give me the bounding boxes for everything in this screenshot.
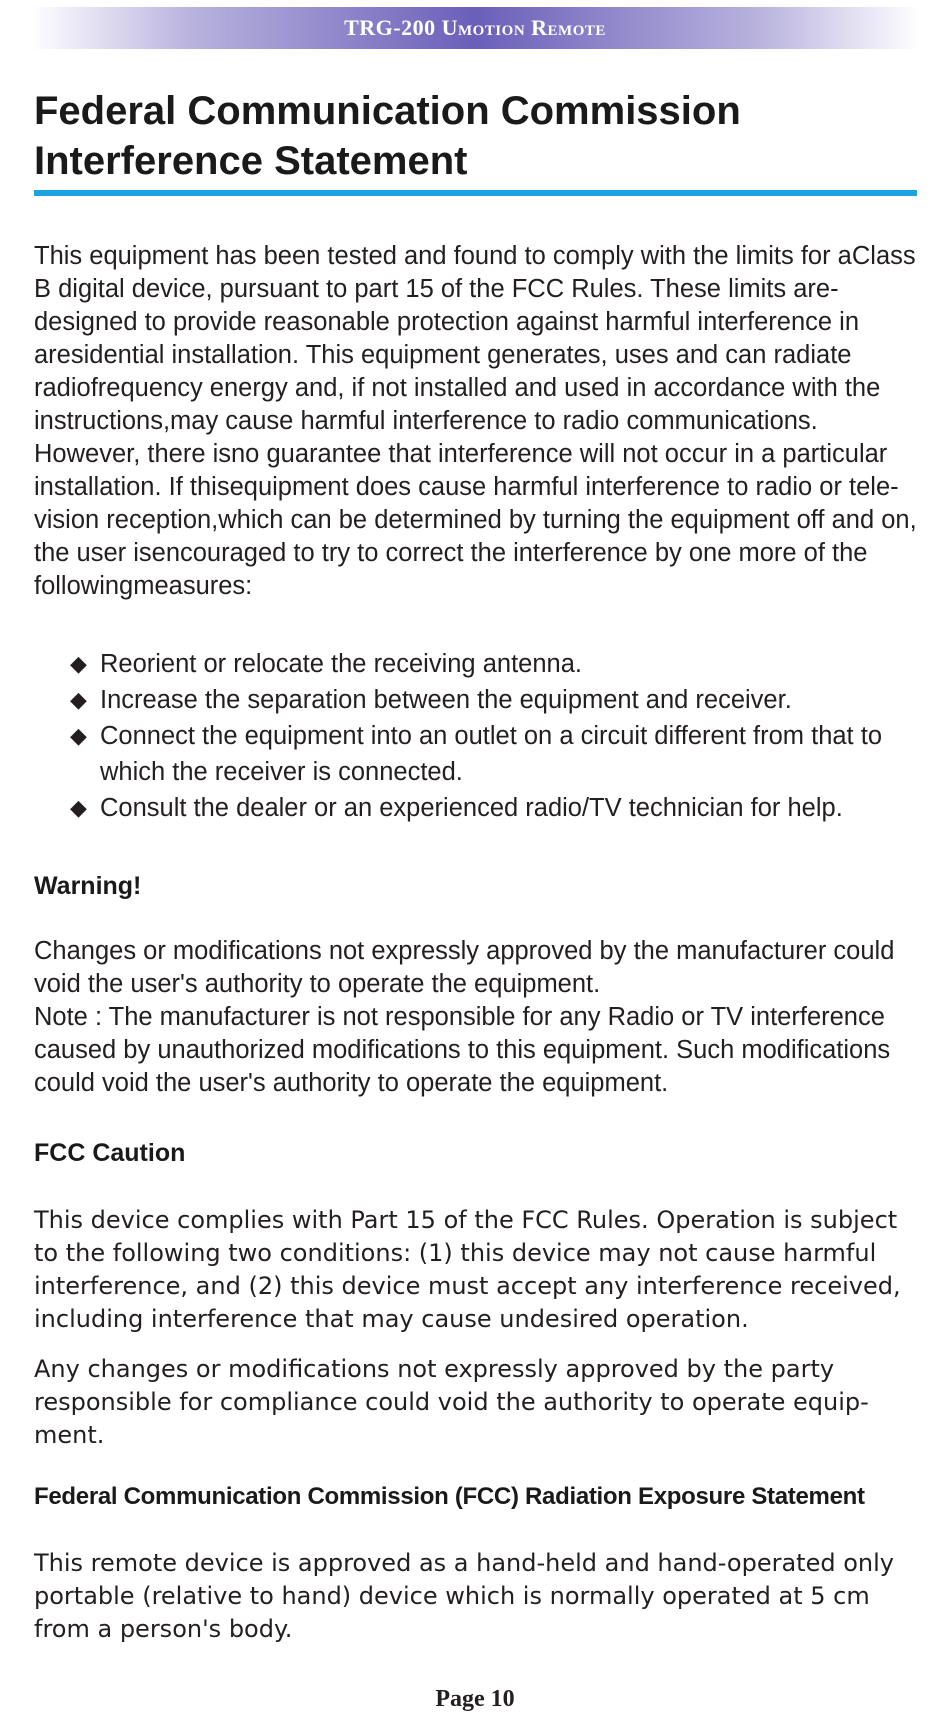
header-title: TRG-200 Umotion Remote	[344, 15, 606, 40]
list-item	[70, 682, 920, 718]
fcc-changes-paragraph: Any changes or modifications not expressly approved by the party responsible for compliance could void the authority to operate equip-ment.	[34, 1355, 869, 1449]
diamond-bullet-icon: ◆	[70, 651, 87, 676]
list-item	[70, 790, 920, 826]
diamond-bullet-icon: ◆	[70, 723, 87, 748]
header-banner	[30, 7, 920, 49]
warning-text	[34, 935, 920, 1100]
fcc-caution-heading: FCC Caution	[34, 1139, 186, 1167]
measure-text: Increase the separation between the equipment and receiver.	[100, 686, 792, 714]
page-title-line1: Federal Communication Commission	[34, 89, 741, 133]
intro-paragraph: This equipment has been tested and found to comply with the limits for aClass B digital device, pursuant to part 15 of the FCC Rules. These limits are-designed to provide reasonable protection against harmful interference in aresidential installation. This equipment generates, uses and can radiate radiofrequency energy and, if not installed and used in accordance with the instructions,may cause harmful interference to radio communications. However, there isno guarantee that interference will not occur in a particular installation. If thisequipment does cause harmful interference to radio or tele-vision reception,which can be determined by turning the equipment off and on, the user isencouraged to try to correct the interference by one more of the followingmeasures:	[34, 242, 917, 600]
diamond-bullet-icon: ◆	[70, 687, 87, 712]
measure-text: Connect the equipment into an outlet on a circuit different from that to which the receiver is connected.	[100, 722, 882, 786]
warning-heading: Warning!	[34, 872, 142, 900]
warning-paragraph: Changes or modifications not expressly approved by the manufacturer could void the user's authority to operate the equipment.	[34, 937, 895, 998]
warning-note: Note : The manufacturer is not responsible for any Radio or TV interference caused by unauthorized modifications to this equipment. Such modifications could void the user's authority to operate the equipment.	[34, 1003, 891, 1097]
list-item	[70, 718, 920, 790]
list-item	[70, 646, 920, 682]
diamond-bullet-icon: ◆	[70, 795, 87, 820]
fcc-caution-paragraph: This device complies with Part 15 of the FCC Rules. Operation is subject to the following two conditions: (1) this device may not cause harmful interference, and (2) this device must accept any interference received, including interference that may cause undesired operation.	[34, 1206, 901, 1333]
page-title-line2: Interference Statement	[34, 139, 468, 183]
title-underline	[34, 190, 917, 196]
radiation-paragraph: This remote device is approved as a hand-held and hand-operated only portable (relative to hand) device which is normally operated at 5 cm from a person's body.	[34, 1549, 894, 1643]
page-number: Page 10	[435, 1686, 515, 1712]
measures-list	[70, 646, 920, 826]
radiation-heading: Federal Communication Commission (FCC) Radiation Exposure Statement	[34, 1483, 865, 1510]
page-title	[34, 86, 914, 186]
measure-text: Reorient or relocate the receiving antenna.	[100, 650, 582, 678]
measure-text: Consult the dealer or an experienced radio/TV technician for help.	[100, 794, 843, 822]
